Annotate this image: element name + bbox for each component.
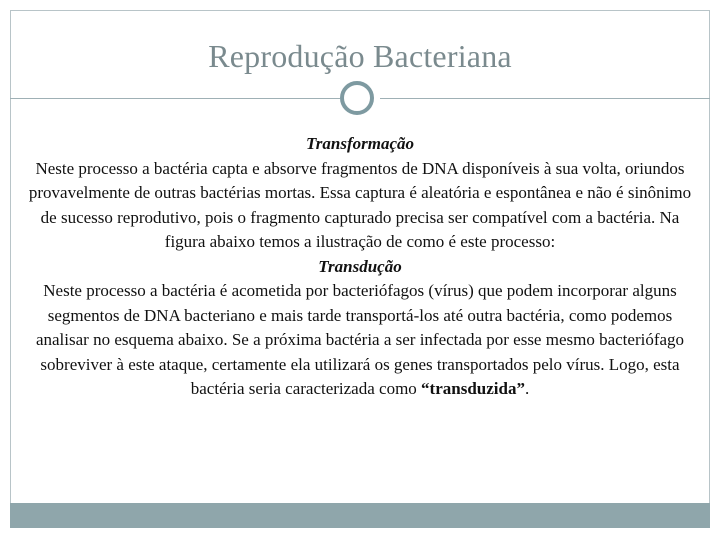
footer-bar — [10, 503, 710, 528]
section-body-transducao-end: . — [524, 379, 530, 398]
title-divider-right — [380, 98, 710, 99]
slide-content — [22, 132, 698, 402]
section-body-transducao-text: Neste processo a bactéria é acometida por bacteriófagos (vírus) que podem incorporar alguns segmentos de DNA bacteriano e mais tarde transportá-los até outra bactéria, como podemos analisar no esquema abaixo. Se a próxima bactéria a ser infectada por esse mesmo bacteriófago sobreviver à este ataque, certamente ela utilizará os genes transportados pelo vírus. Logo, esta bactéria seria caracterizada como — [35, 281, 685, 398]
section-heading-transducao: Transdução — [318, 256, 402, 276]
transduzida-emphasis: “transduzida” — [421, 379, 525, 398]
section-body-transformacao: Neste processo a bactéria capta e absorve fragmentos de DNA disponíveis à sua volta, oriundos provavelmente de outras bactérias mortas. Essa captura é aleatória e espontânea e não é sinônimo de sucesso reprodutivo, pois o fragmento capturado precisa ser compatível com a bactéria. Na figura abaixo temos a ilustração de como é este processo: — [28, 158, 692, 251]
circle-ornament-icon — [340, 81, 374, 115]
section-heading-transformacao: Transformação — [306, 134, 414, 153]
slide-title: Reprodução Bacteriana — [208, 38, 512, 74]
title-divider-left — [10, 98, 340, 99]
section-body-transducao — [22, 279, 698, 402]
